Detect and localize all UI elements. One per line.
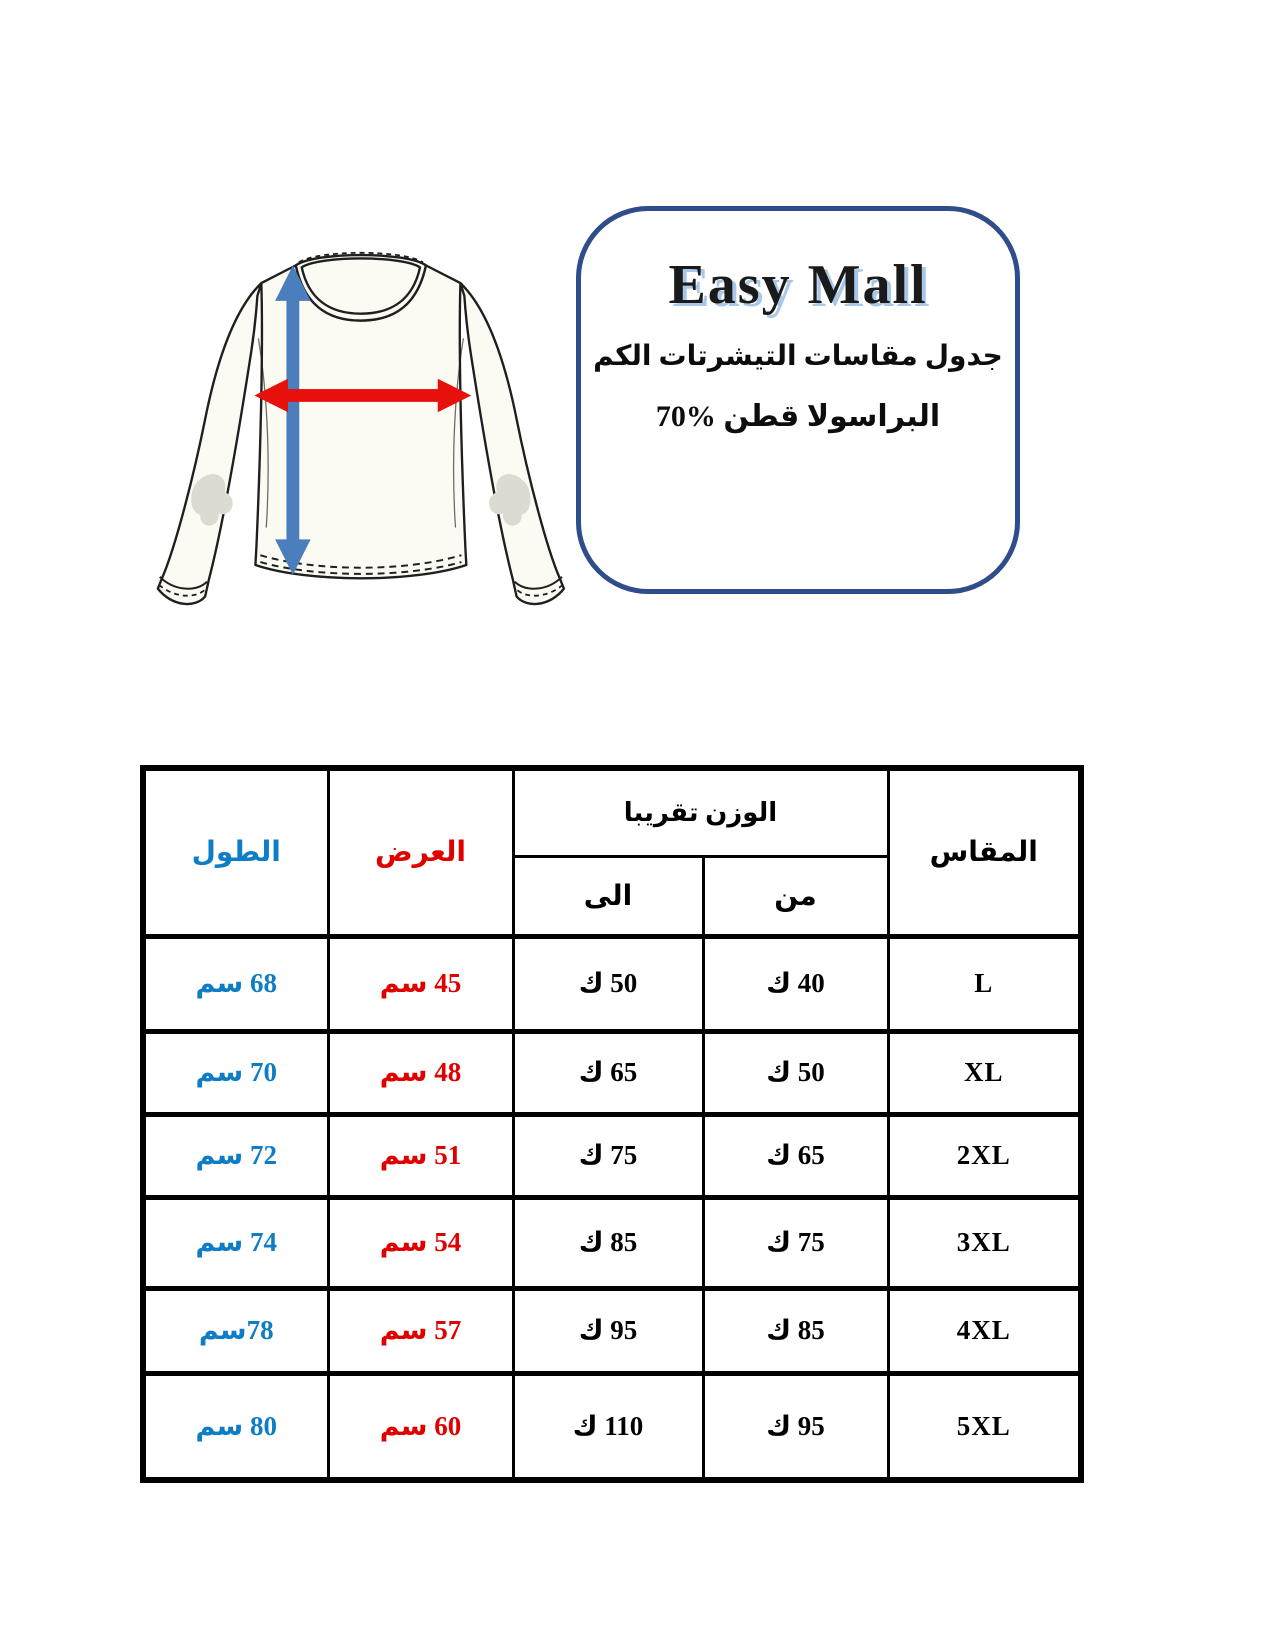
table-row: [143, 936, 1081, 1031]
header-size: المقاس: [888, 768, 1081, 936]
size-chart-subtitle: جدول مقاسات التيشرتات الكم: [593, 341, 1003, 372]
cell-width: 57 سم: [328, 1288, 513, 1373]
cell-length: 72 سم: [143, 1114, 328, 1197]
table-row: [143, 1197, 1081, 1288]
table-row: [143, 1114, 1081, 1197]
cell-size: 2XL: [888, 1114, 1081, 1197]
cell-size: L: [888, 936, 1081, 1031]
cell-weight-to: 110 ك: [513, 1373, 703, 1480]
cell-weight-from: 95 ك: [703, 1373, 888, 1480]
cell-weight-from: 75 ك: [703, 1197, 888, 1288]
cell-size: 5XL: [888, 1373, 1081, 1480]
cell-weight-to: 85 ك: [513, 1197, 703, 1288]
cell-width: 45 سم: [328, 936, 513, 1031]
size-chart-table: [140, 765, 1084, 1483]
cell-length: 74 سم: [143, 1197, 328, 1288]
cell-length: 78سم: [143, 1288, 328, 1373]
header-from: من: [703, 856, 888, 936]
tshirt-illustration: [138, 222, 566, 640]
cell-width: 51 سم: [328, 1114, 513, 1197]
table-header-row: [143, 768, 1081, 856]
cell-weight-to: 50 ك: [513, 936, 703, 1031]
tshirt-graphic: [138, 222, 566, 634]
table-row: [143, 1288, 1081, 1373]
cell-length: 80 سم: [143, 1373, 328, 1480]
cell-weight-from: 40 ك: [703, 936, 888, 1031]
right-sleeve: [460, 283, 563, 604]
cell-width: 54 سم: [328, 1197, 513, 1288]
header-weight-group: الوزن تقريبا: [513, 768, 888, 856]
cell-weight-to: 75 ك: [513, 1114, 703, 1197]
cell-weight-from: 85 ك: [703, 1288, 888, 1373]
cell-width: 60 سم: [328, 1373, 513, 1480]
header-to: الى: [513, 856, 703, 936]
cell-size: XL: [888, 1031, 1081, 1114]
cell-weight-from: 50 ك: [703, 1031, 888, 1114]
cell-length: 68 سم: [143, 936, 328, 1031]
cell-weight-to: 95 ك: [513, 1288, 703, 1373]
cell-length: 70 سم: [143, 1031, 328, 1114]
cell-weight-to: 65 ك: [513, 1031, 703, 1114]
cell-width: 48 سم: [328, 1031, 513, 1114]
cell-weight-from: 65 ك: [703, 1114, 888, 1197]
brand-box: [576, 206, 1020, 594]
cell-size: 3XL: [888, 1197, 1081, 1288]
table-row: [143, 1373, 1081, 1480]
header-length: الطول: [143, 768, 328, 936]
table-row: [143, 1031, 1081, 1114]
fabric-note: البراسولا قطن %70: [655, 400, 941, 433]
left-sleeve: [158, 283, 261, 604]
brand-title: Easy Mall: [668, 254, 928, 316]
cell-size: 4XL: [888, 1288, 1081, 1373]
header-width: العرض: [328, 768, 513, 936]
